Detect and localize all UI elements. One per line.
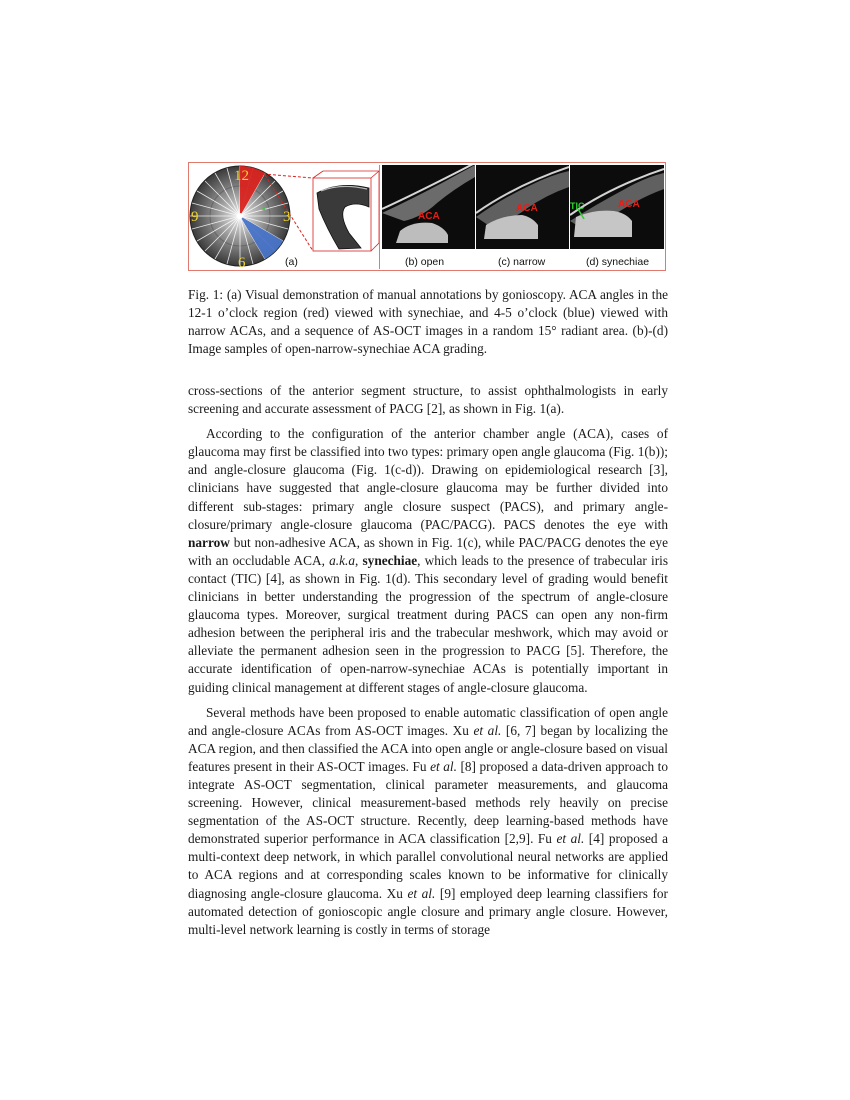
- caption-text: (a) Visual demonstration of manual annotations by gonioscopy. ACA angles in the 12-1 o’clock region (red) viewed with synechiae, and 4-5 o’clock (blue) viewed with narrow ACAs, and a sequence of AS-OCT images in a random 15° radiant area. (b)-(d) Image samples of open-narrow-synechiae ACA grading.: [188, 287, 668, 356]
- panel-separator: [379, 165, 380, 269]
- gonioscopy-clock-diagram: [189, 163, 379, 270]
- paragraph-3: Several methods have been proposed to enable automatic classification of open angle and angle-closure ACAs from AS-OCT images. Xu et al. [6, 7] began by localizing the ACA region, and then classified the ACA into open angle or angle-closure based on visual features present in their AS-OCT images. Fu et al. [8] proposed a data-driven approach to integrate AS-OCT segmentation, clinical parameter measurements, and glaucoma screening. However, clinical measurement-based methods rely heavily on precise segmentation of the AS-OCT structure. Recently, deep learning-based methods have demonstrated superior performance in ACA classification [2,9]. Fu et al. [4] proposed a multi-context deep network, in which parallel convolutional neural networks are applied to ACA regions and at corresponding scales known to be informative for clinically diagnosing angle-closure glaucoma. Xu et al. [9] employed deep learning classifiers for automated detection of gonioscopic angle closure and primary angle closure. However, multi-level network learning is costly in terms of storage: [188, 704, 668, 937]
- term-synechiae: synechiae: [362, 552, 418, 568]
- panel-label-b: (b) open: [405, 256, 445, 268]
- panel-label-a: (a): [285, 256, 298, 268]
- panel-label-d: (d) synechiae: [586, 256, 650, 268]
- clock-label-9: 9: [191, 209, 199, 225]
- figure-caption: [188, 286, 668, 358]
- clock-label-3: 3: [283, 209, 291, 225]
- green-marker-glyph: ▴: [262, 205, 266, 212]
- as-oct-volume-tissue: [317, 185, 369, 249]
- body-text: [188, 382, 668, 946]
- caption-label: Fig. 1:: [188, 287, 224, 302]
- aca-label-open: ACA: [418, 211, 440, 222]
- tic-label: TIC: [570, 201, 585, 211]
- figure-1: [188, 162, 666, 271]
- aca-label-synechiae: ACA: [618, 199, 640, 210]
- panel-label-c: (c) narrow: [498, 256, 546, 268]
- term-narrow: narrow: [188, 534, 230, 550]
- clock-label-12: 12: [234, 168, 249, 184]
- oct-image-synechiae: [570, 165, 664, 249]
- paragraph-2: According to the configuration of the anterior chamber angle (ACA), cases of glaucoma may first be classified into two types: primary open angle glaucoma (Fig. 1(b)); and angle-closure glaucoma (Fig. 1(c-d)). Drawing on epidemiological research [3], clinicians have suggested that angle-closure glaucoma may be further divided into different sub-stages: primary angle closure suspect (PACS), and primary angle-closure/primary angle-closure glaucoma (PAC/PACG). PACS denotes the eye with narrow but non-adhesive ACA, as shown in Fig. 1(c), while PAC/PACG denotes the eye with an occludable ACA, a.k.a, synechiae, which leads to the presence of trabecular iris contact (TIC) [4], as shown in Fig. 1(d). This secondary level of grading would benefit clinicians in better understanding the progression of the spectrum of angle-closure glaucoma types. Moreover, surgical treatment during PACS can open any non-firm adhesion between the peripheral iris and the trabecular meshwork, which may avoid or alleviate the permanent adhesion seen in the progression to PACG [5]. Therefore, the accurate identification of open-narrow-synechiae ACAs is potentially important in guiding clinical management at different stages of angle-closure glaucoma.: [188, 426, 668, 695]
- oct-image-narrow: [476, 165, 569, 249]
- aca-label-narrow: ACA: [516, 203, 538, 214]
- oct-image-open: [382, 165, 475, 249]
- paragraph-1: cross-sections of the anterior segment structure, to assist ophthalmologists in early screening and accurate assessment of PACG [2], as shown in Fig. 1(a).: [188, 383, 668, 417]
- clock-label-6: 6: [238, 255, 246, 270]
